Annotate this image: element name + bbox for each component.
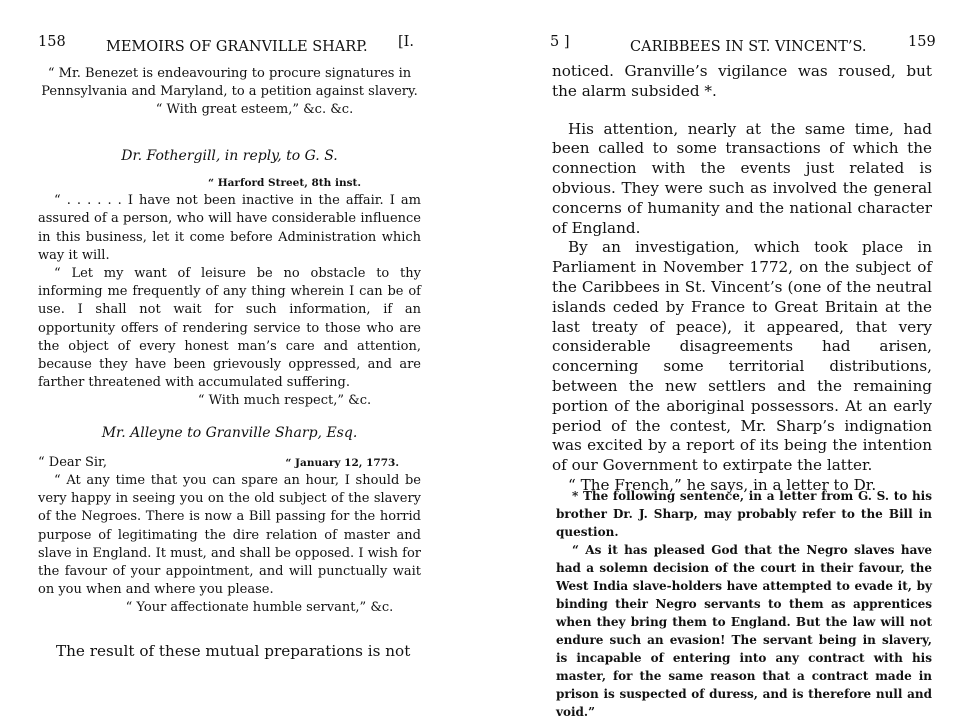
left-running-title: MEMOIRS OF GRANVILLE SHARP. — [106, 39, 368, 55]
right-page-number: 159 — [908, 34, 936, 50]
alleyne-heading: Mr. Alleyne to Granville Sharp, Esq. — [101, 425, 358, 441]
right-running-title: CARIBBEES IN ST. VINCENT’S. — [630, 39, 867, 55]
fothergill-paragraph-1: “ . . . . . . I have not been inactive in the affair. I am assured of a person, who will have considerable influence in this business, let it come before Administration which way it will. — [38, 193, 421, 263]
right-paragraph-top: noticed. Granville’s vigilance was roused, but the alarm subsided *. — [552, 62, 932, 100]
left-closing-line: The result of these mutual preparations is not — [56, 642, 411, 660]
footnote-paragraph-2: “ As it has pleased God that the Negro slaves have had a solemn decision of the court in their favour, the West India slave-holders have attempted to evade it, by binding their Negro servants to them as apprentices when they bring them to England. But the law will not endure such an evasion! The servant being in slavery, is incapable of entering into any contract with his master, for the same reason that a contract made in prison is suspected of duress, and is therefore null and void.” — [556, 543, 932, 719]
fothergill-address: “ Harford Street, 8th inst. — [208, 177, 361, 189]
alleyne-signoff: “ Your affectionate humble servant,” &c. — [125, 600, 394, 616]
fothergill-heading: Dr. Fothergill, in reply, to G. S. — [121, 148, 338, 164]
benezet-signoff: “ With great esteem,” &c. &c. — [155, 102, 354, 118]
benezet-line-2: Pennsylvania and Maryland, to a petition against slavery. — [41, 84, 418, 100]
alleyne-salutation: “ Dear Sir, — [38, 455, 107, 470]
right-paragraph-3: “ The French,” he says, in a letter to Dr. — [568, 475, 877, 494]
fothergill-paragraph-2: “ Let my want of leisure be no obstacle to thy informing me frequently of any thing wherein I can be of use. I shall not wait for such information, if an opportunity offers of rendering service to those who are the object of every honest man’s care and attention, because they have been grievously oppressed, and are farther threatened with accumulated suffering. — [38, 266, 421, 391]
right-paragraph-1: His attention, nearly at the same time, had been called to some transactions of which the connection with the events just related is obvious. They were such as involved the general concerns of humanity and the national character of England. — [552, 119, 932, 237]
right-section-mark: 5 ] — [550, 34, 570, 50]
footnote — [556, 487, 932, 721]
footnote-paragraph-1: * The following sentence, in a letter from G. S. to his brother Dr. J. Sharp, may probably refer to the Bill in question. — [556, 489, 932, 539]
fothergill-letter — [38, 174, 421, 411]
alleyne-letter — [38, 454, 421, 618]
benezet-line-1: “ Mr. Benezet is endeavouring to procure signatures in — [47, 66, 412, 81]
alleyne-date: “ January 12, 1773. — [285, 457, 399, 469]
left-page-number: 158 — [38, 34, 66, 50]
alleyne-paragraph-1: “ At any time that you can spare an hour, I should be very happy in seeing you on the old subject of the slavery of the Negroes. There is now a Bill passing for the horrid purpose of legitimating the dire relation of master and slave in England. It must, and shall be opposed. I wish for the favour of your appointment, and will punctually wait on you when and where you please. — [38, 473, 421, 598]
right-main-text — [552, 62, 932, 496]
right-paragraph-2: By an investigation, which took place in Parliament in November 1772, on the subject of the Caribbees in St. Vincent’s (one of the neutral islands ceded by France to Great Britain at the last treaty of peace), it appeared, that very considerable disagreements had arisen, concerning some territorial distributions, between the new settlers and the remaining portion of the aboriginal possessors. At an early period of the contest, Mr. Sharp’s indignation was excited by a report of its being the intention of our Government to extirpate the latter. — [552, 238, 932, 475]
benezet-block — [38, 65, 421, 120]
fothergill-signoff: “ With much respect,” &c. — [197, 393, 372, 409]
left-section-mark: [I. — [398, 34, 414, 50]
